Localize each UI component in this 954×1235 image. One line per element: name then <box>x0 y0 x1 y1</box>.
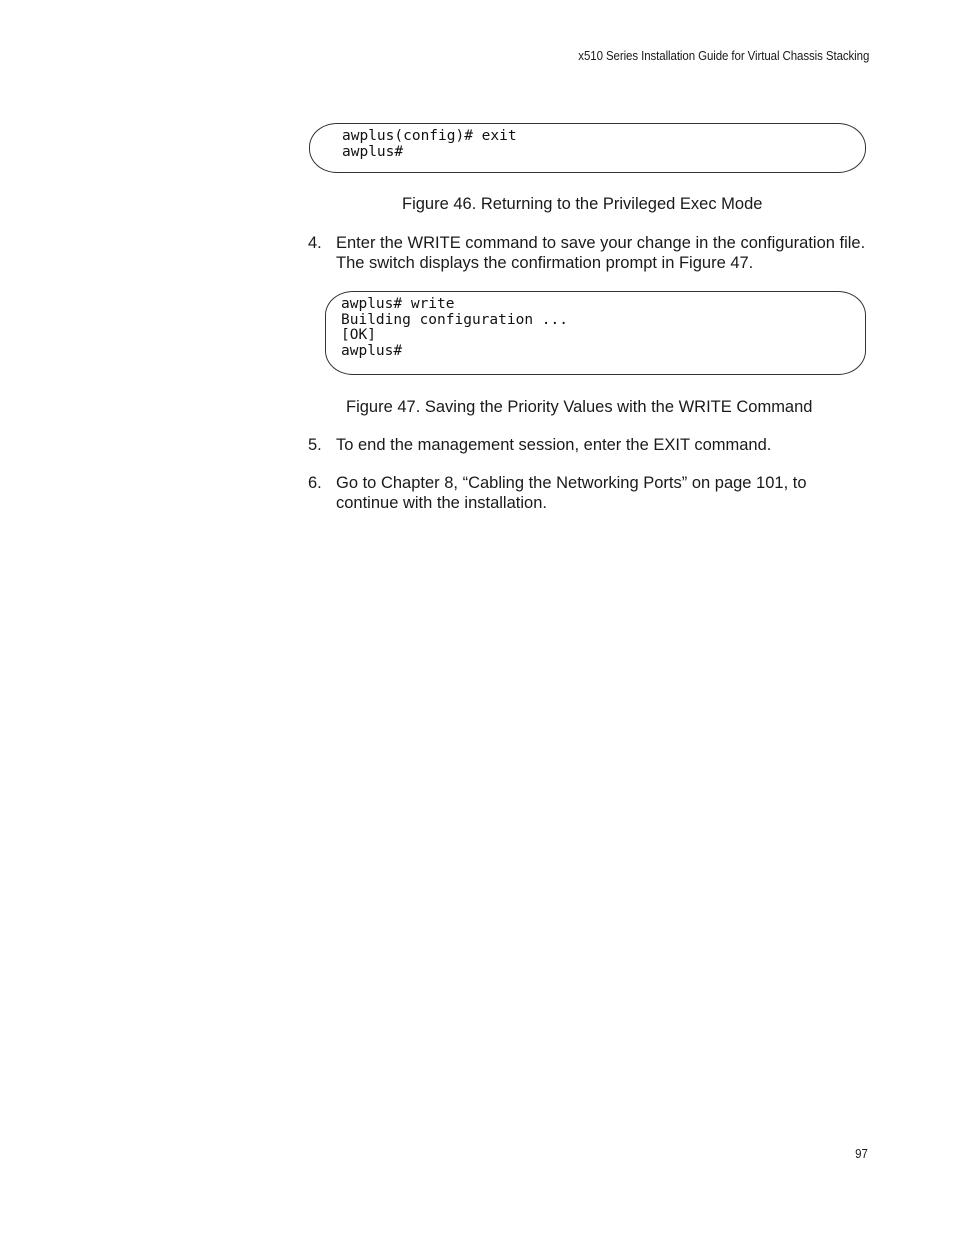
step-text: Go to Chapter 8, “Cabling the Networking Ports” on page 101, to continue with the installation. <box>336 474 807 512</box>
list-item <box>308 435 868 455</box>
code-example-exit <box>309 123 866 173</box>
step-text: Enter the WRITE command to save your change in the configuration file. The switch displays the confirmation prompt in Figure 47. <box>336 234 866 272</box>
step-number: 5. <box>308 436 322 454</box>
list-item <box>308 473 868 513</box>
figure-caption: Figure 46. Returning to the Privileged Exec Mode <box>402 195 763 213</box>
step-text: To end the management session, enter the EXIT command. <box>336 436 772 454</box>
list-item <box>308 233 868 273</box>
code-text: awplus(config)# exit awplus# <box>342 128 517 160</box>
step-number: 6. <box>308 474 322 492</box>
code-example-write <box>325 291 866 375</box>
running-header: x510 Series Installation Guide for Virtual Chassis Stacking <box>578 49 869 63</box>
page-number: 97 <box>855 1147 868 1161</box>
code-text: awplus# write Building configuration ... [OK] awplus# <box>341 296 568 359</box>
figure-caption: Figure 47. Saving the Priority Values with the WRITE Command <box>346 398 813 416</box>
step-number: 4. <box>308 234 322 252</box>
